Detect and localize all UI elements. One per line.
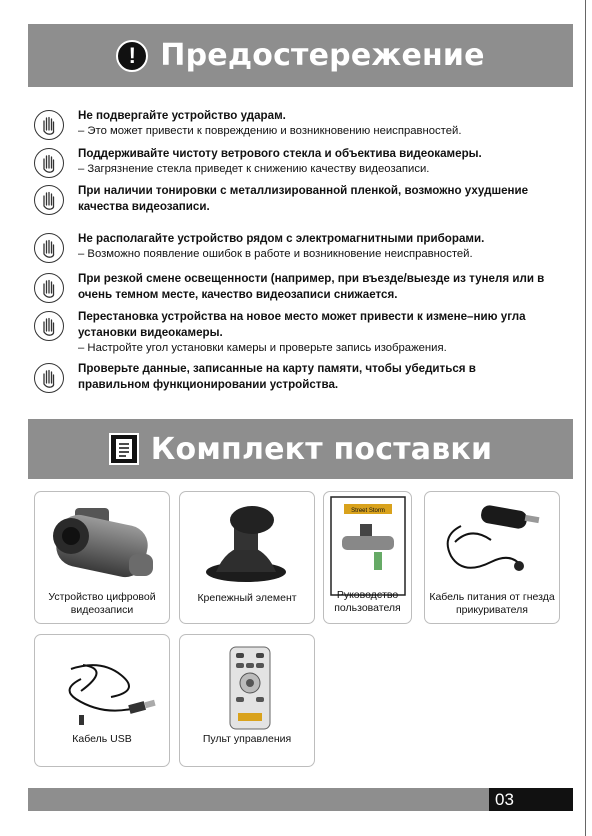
- package-label: Пульт управления: [202, 733, 292, 745]
- package-card-remote: [179, 634, 315, 767]
- hand-stop-icon: [34, 185, 64, 215]
- hand-stop-icon: [34, 233, 64, 263]
- mount-icon: [186, 496, 310, 588]
- hand-stop-icon: [34, 363, 64, 393]
- package-label: Руководство пользователя: [334, 589, 401, 614]
- warning-text: При резкой смене освещенности (например, при въезде/выезде из тунеля или в очень темном месте, качество видеозаписи снижается.: [78, 272, 545, 301]
- usb-cable-icon: [41, 639, 165, 731]
- warning-item: [34, 361, 574, 393]
- package-card-mount: [179, 491, 315, 624]
- manual-icon: [330, 496, 406, 596]
- package-banner: [28, 419, 573, 479]
- warnings-banner: [28, 24, 573, 87]
- package-label: Устройство цифровой видеозаписи: [48, 591, 156, 616]
- warning-text: Перестановка устройства на новое место может привести к измене–нию угла установки видеокамеры.: [78, 310, 526, 339]
- warning-item: [34, 231, 574, 262]
- package-card-charger: [424, 491, 560, 624]
- camera-icon: [41, 496, 165, 588]
- car-charger-icon: [431, 496, 555, 588]
- warning-text: При наличии тонировки с металлизированной пленкой, возможно ухудшение качества видеозаписи.: [78, 184, 529, 213]
- manual-logo-text: Street Storm: [351, 508, 385, 514]
- package-label: Кабель USB: [72, 733, 132, 745]
- warning-item: [34, 309, 574, 356]
- footer-bar: [28, 788, 573, 811]
- warning-item: [34, 146, 574, 177]
- warning-text: Поддерживайте чистоту ветрового стекла и объектива видеокамеры.: [78, 147, 482, 160]
- warning-note: – Это может привести к повреждению и возникновению неисправностей.: [78, 125, 462, 137]
- exclamation-icon: !: [116, 40, 148, 72]
- hand-stop-icon: [34, 110, 64, 140]
- warning-note: – Настройте угол установки камеры и проверьте запись изображения.: [78, 342, 447, 354]
- package-title: Комплект поставки: [150, 431, 493, 467]
- package-label: Крепежный элемент: [197, 592, 297, 604]
- warning-item: [34, 108, 574, 139]
- hand-stop-icon: [34, 273, 64, 303]
- warning-note: – Загрязнение стекла приведет к снижению качеству видеозаписи.: [78, 163, 430, 175]
- warning-item: [34, 271, 574, 303]
- package-card-usb: [34, 634, 170, 767]
- package-label: Кабель питания от гнезда прикуривателя: [429, 591, 555, 616]
- warning-text: Не подвергайте устройство ударам.: [78, 109, 286, 122]
- hand-stop-icon: [34, 311, 64, 341]
- warning-item: [34, 183, 574, 215]
- page-edge-rule: [585, 0, 586, 836]
- warnings-title: Предостережение: [160, 38, 485, 73]
- warning-text: Не располагайте устройство рядом с электромагнитными приборами.: [78, 232, 485, 245]
- warning-note: – Возможно появление ошибок в работе и возникновение неисправностей.: [78, 248, 473, 260]
- warning-text: Проверьте данные, записанные на карту памяти, чтобы убедиться в правильном функционировании устройства.: [78, 362, 476, 391]
- document-icon: [109, 433, 139, 465]
- hand-stop-icon: [34, 148, 64, 178]
- page-number: 03: [489, 788, 573, 811]
- package-card-camera: [34, 491, 170, 624]
- remote-control-icon: [186, 639, 310, 731]
- package-card-manual: [323, 491, 412, 624]
